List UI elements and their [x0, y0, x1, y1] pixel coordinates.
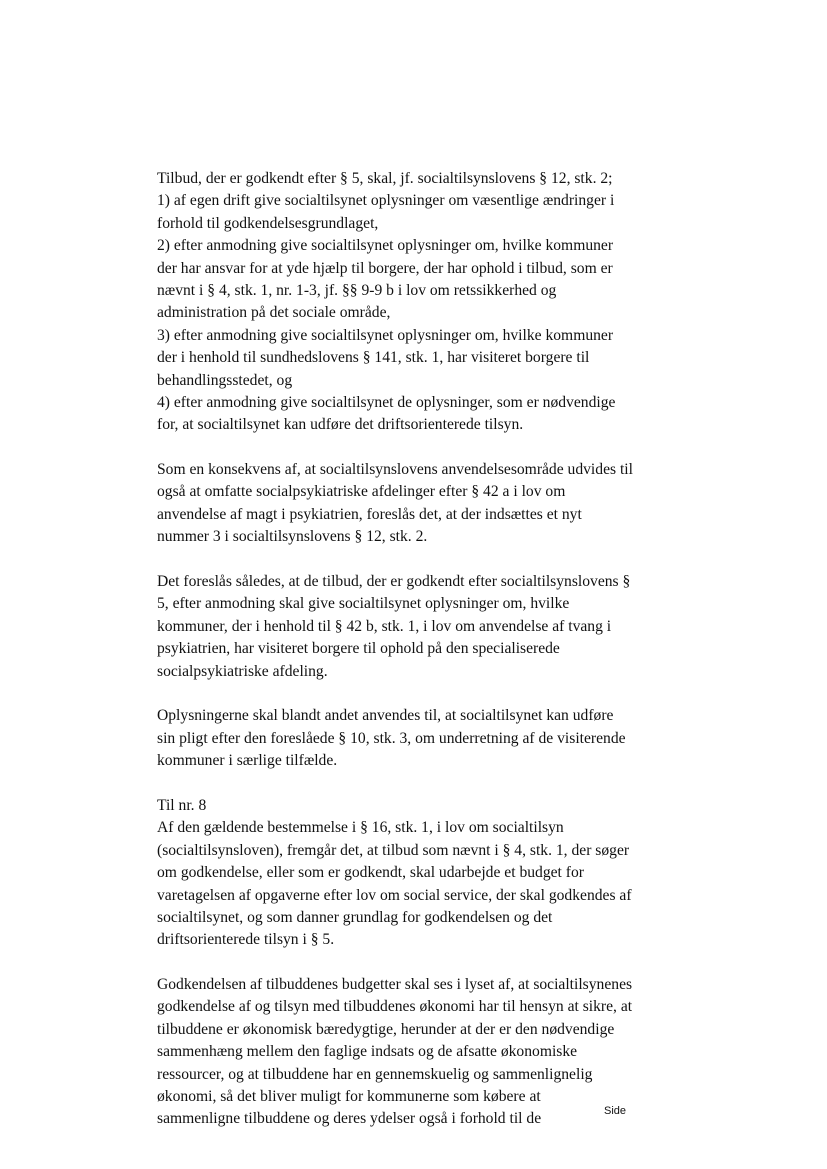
paragraph [157, 795, 677, 952]
paragraph [157, 571, 677, 683]
text-line: 5, efter anmodning skal give socialtilsynet oplysninger om, hvilke [157, 595, 570, 613]
text-line: økonomi, så det bliver muligt for kommunerne som købere at [157, 1088, 541, 1106]
paragraph [157, 705, 677, 772]
text-line: socialpsykiatriske afdeling. [157, 662, 328, 680]
document-body [157, 168, 677, 1131]
text-line: nævnt i § 4, stk. 1, nr. 1-3, jf. §§ 9-9 b i lov om retssikkerhed og [157, 281, 557, 299]
text-line: Godkendelsen af tilbuddenes budgetter skal ses i lyset af, at socialtilsynenes [157, 976, 633, 994]
text-line: Det foreslås således, at de tilbud, der er godkendt efter socialtilsynslovens § [157, 573, 631, 591]
text-line: forhold til godkendelsesgrundlaget, [157, 214, 379, 232]
text-line: anvendelse af magt i psykiatrien, foreslås det, at der indsættes et nyt [157, 505, 582, 523]
text-line: varetagelsen af opgaverne efter lov om social service, der skal godkendes af [157, 886, 632, 904]
text-line: socialtilsynet, og som danner grundlag for godkendelsen og det [157, 908, 553, 926]
text-line: sin pligt efter den foreslåede § 10, stk. 3, om underretning af de visiterende [157, 729, 626, 747]
text-line: for, at socialtilsynet kan udføre det driftsorienterede tilsyn. [157, 416, 524, 434]
text-line: (socialtilsynsloven), fremgår det, at tilbud som nævnt i § 4, stk. 1, der søger [157, 841, 630, 859]
text-line: administration på det sociale område, [157, 304, 391, 322]
text-line: kommuner, der i henhold til § 42 b, stk. 1, i lov om anvendelse af tvang i [157, 617, 612, 635]
paragraph [157, 459, 677, 549]
text-line: kommuner i særlige tilfælde. [157, 752, 338, 770]
paragraph-gap [157, 549, 677, 571]
paragraph-gap [157, 437, 677, 459]
text-line: sammenhæng mellem den faglige indsats og de afsatte økonomiske [157, 1043, 578, 1061]
paragraph-gap [157, 952, 677, 974]
text-line: ressourcer, og at tilbuddene har en gennemskuelig og sammenlignelig [157, 1065, 593, 1083]
paragraph [157, 168, 677, 437]
text-line: tilbuddene er økonomisk bæredygtige, herunder at der er den nødvendige [157, 1020, 615, 1038]
text-line: Tilbud, der er godkendt efter § 5, skal, jf. socialtilsynslovens § 12, stk. 2; [157, 170, 613, 187]
text-line: Oplysningerne skal blandt andet anvendes til, at socialtilsynet kan udføre [157, 707, 614, 725]
paragraph-gap [157, 773, 677, 795]
text-line: Til nr. 8 [157, 796, 207, 814]
text-line: 4) efter anmodning give socialtilsynet de oplysninger, som er nødvendige [157, 393, 616, 411]
text-line: der i henhold til sundhedslovens § 141, stk. 1, har visiteret borgere til [157, 349, 590, 367]
text-line: 1) af egen drift give socialtilsynet oplysninger om væsentlige ændringer i [157, 192, 615, 210]
paragraph-gap [157, 683, 677, 705]
page-footer-label: Side [604, 1105, 627, 1117]
text-line: behandlingsstedet, og [157, 371, 293, 389]
text-line: psykiatrien, har visiteret borgere til ophold på den specialiserede [157, 640, 560, 658]
text-line: nummer 3 i socialtilsynslovens § 12, stk. 2. [157, 528, 428, 546]
text-line: også at omfatte socialpsykiatriske afdelinger efter § 42 a i lov om [157, 483, 566, 501]
paragraph [157, 974, 677, 1131]
text-line: sammenligne tilbuddene og deres ydelser også i forhold til de [157, 1110, 542, 1128]
text-line: om godkendelse, eller som er godkendt, skal udarbejde et budget for [157, 864, 584, 882]
text-line: 3) efter anmodning give socialtilsynet oplysninger om, hvilke kommuner [157, 326, 614, 344]
text-line: Som en konsekvens af, at socialtilsynslovens anvendelsesområde udvides til [157, 461, 633, 479]
text-line: Af den gældende bestemmelse i § 16, stk. 1, i lov om socialtilsyn [157, 819, 564, 837]
text-line: driftsorienterede tilsyn i § 5. [157, 931, 335, 949]
text-line: der har ansvar for at yde hjælp til borgere, der har ophold i tilbud, som er [157, 259, 613, 277]
text-line: 2) efter anmodning give socialtilsynet oplysninger om, hvilke kommuner [157, 237, 614, 255]
text-line: godkendelse af og tilsyn med tilbuddenes økonomi har til hensyn at sikre, at [157, 998, 633, 1016]
